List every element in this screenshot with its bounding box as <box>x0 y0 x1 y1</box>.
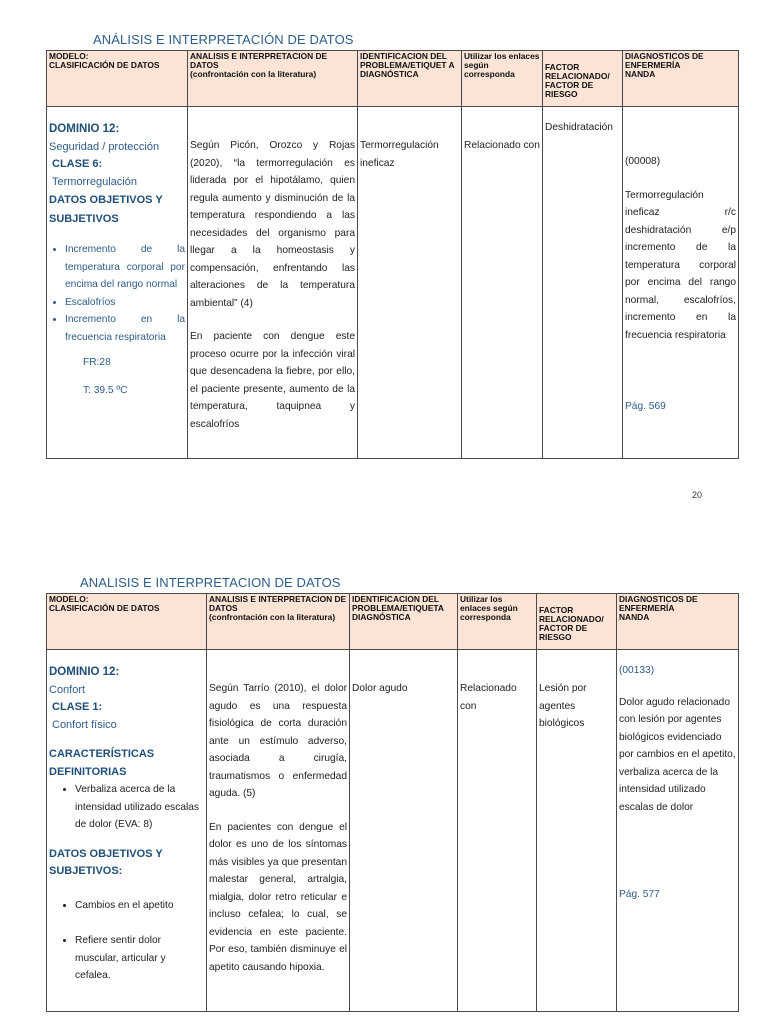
page-number: 20 <box>692 490 703 500</box>
analysis-paragraph: En paciente con dengue este proceso ocurre por la infección viral que desencadena la fiebre, por ello, el paciente presente, aumento de la temperatura, taquipnea y escalofríos <box>190 331 355 430</box>
diagnosis-text: Termorregulación ineficaz r/c deshidratación e/p incremento de la temperatura corporal por encima del rango normal, escalofríos, incremento en la frecuencia respiratoria <box>625 189 736 341</box>
table-header-row <box>47 51 739 107</box>
header-text: FACTOR RELACIONADO/ FACTOR DE RIESGO <box>545 62 610 99</box>
header-diagnosticos <box>617 594 739 650</box>
header-text: DATOS <box>190 60 219 70</box>
header-analisis <box>207 594 350 650</box>
list-item: • Refiere sentir dolor muscular, articular y cefalea. <box>75 932 204 985</box>
list-item: • Cambios en el apetito <box>75 897 204 915</box>
analysis-table-1 <box>46 50 739 459</box>
header-text: FACTOR RELACIONADO/ FACTOR DE RIESGO <box>539 605 604 642</box>
page-ref: Pág. 577 <box>619 889 660 900</box>
header-factor <box>537 594 617 650</box>
header-text: CLASIFICACIÓN DE DATOS <box>49 603 160 613</box>
header-text: DIAGNOSTICOS DE ENFERMERÍA <box>625 51 704 70</box>
nanda-code: (00008) <box>625 156 661 167</box>
cell-clasificacion <box>47 107 188 459</box>
cell-factor: Lesión por agentes biológicos <box>537 650 617 1012</box>
analysis-paragraph: Según Tarrío (2010), el dolor agudo es una respuesta fisiológica de corta duración ante un estímulo adverso, asociada a cirugía, traumatismos o enfermedad aguda. (5) <box>209 683 347 799</box>
header-text: ANALISIS E INTERPRETACION DE <box>190 51 328 61</box>
section-title-2: ANALISIS E INTERPRETACION DE DATOS <box>80 575 341 590</box>
list-item: • Incremento de la temperatura corporal por encima del rango normal <box>65 241 185 294</box>
cell-analisis <box>188 107 358 459</box>
cell-enlaces: Relacionado con <box>458 650 537 1012</box>
header-modelo <box>47 51 188 107</box>
cell-clasificacion <box>47 650 207 1012</box>
datos-heading: DATOS OBJETIVOS Y SUBJETIVOS <box>49 194 163 225</box>
clase-name: Confort físico <box>52 718 117 731</box>
header-enlaces: Utilizar los enlaces según corresponda <box>458 594 537 650</box>
header-text: MODELO: <box>49 51 89 61</box>
cell-factor: Deshidratación <box>543 107 623 459</box>
header-text: ANALISIS E INTERPRETACION DE DATOS <box>209 594 347 613</box>
datos-heading: DATOS OBJETIVOS Y SUBJETIVOS: <box>49 847 163 877</box>
header-enlaces: Utilizar los enlaces según corresponda <box>462 51 543 107</box>
clase-label: CLASE 6: <box>52 158 103 170</box>
header-text: DIAGNOSTICOS DE ENFERMERÍA <box>619 594 698 613</box>
temp-value: T: 39.5 ºC <box>83 384 128 396</box>
cell-diagnostico <box>623 107 739 459</box>
header-text: NANDA <box>625 69 656 79</box>
datos-list <box>49 897 204 985</box>
analysis-table-2 <box>46 593 739 1012</box>
cell-enlaces: Relacionado con <box>462 107 543 459</box>
diagnosis-text: Dolor agudo relacionado con lesión por agentes biológicos evidenciado por cambios en el apetito, verbaliza acerca de la intensidad utilizado escalas de dolor <box>619 696 736 813</box>
cell-problema: Dolor agudo <box>350 650 458 1012</box>
nanda-code: (00133) <box>619 665 655 676</box>
header-identificacion: IDENTIFICACION DEL PROBLEMA/ETIQUET A DIAGNÓSTICA <box>358 51 462 107</box>
section-title-1: ANÁLISIS E INTERPRETACIÓN DE DATOS <box>93 32 354 47</box>
clase-name: Termorregulación <box>52 175 137 188</box>
dominio-name: Seguridad / protección <box>49 140 160 153</box>
header-factor <box>543 51 623 107</box>
cell-analisis <box>207 650 350 1012</box>
list-item: • Incremento en la frecuencia respiratoria <box>65 311 185 346</box>
table-row <box>47 650 739 1012</box>
table-row <box>47 107 739 459</box>
table-header-row <box>47 594 739 650</box>
list-item: • Verbaliza acerca de la intensidad utilizado escalas de dolor (EVA: 8) <box>75 781 204 834</box>
analysis-paragraph: Según Picón, Orozco y Rojas (2020), “la termorregulación es liderada por el hipotálamo, quien regula aumento y disminución de la temperatura respondiendo a las necesidades del organismo para llegar a la homeostasis y compensación, enfrentando las alteraciones de la temperatura ambiental” (4) <box>190 140 355 309</box>
fr-value: FR:28 <box>83 357 111 368</box>
dominio-name: Confort <box>49 683 86 696</box>
header-diagnosticos <box>623 51 739 107</box>
header-modelo <box>47 594 207 650</box>
list-item: • Escalofríos <box>65 294 185 312</box>
caracteristicas-list <box>49 781 204 834</box>
page-ref: Pág. 569 <box>625 401 666 412</box>
header-text: NANDA <box>619 612 650 622</box>
datos-list <box>49 241 185 346</box>
header-text: CLASIFICACIÓN DE DATOS <box>49 60 160 70</box>
cell-problema: Termorregulación ineficaz <box>358 107 462 459</box>
dominio-label: DOMINIO 12: <box>49 123 120 135</box>
caracteristicas-heading: CARACTERÍSTICAS DEFINITORIAS <box>49 748 155 778</box>
analysis-paragraph: En pacientes con dengue el dolor es uno de los síntomas más visibles ya que presentan malestar general, artralgia, mialgia, dolor retro reticular e incluso cefalea; lo cual, se evidencia en este paciente. Por eso, también disminuye el apetito causando hipoxia. <box>209 821 347 973</box>
clase-label: CLASE 1: <box>52 701 103 713</box>
header-text: (confrontación con la literatura) <box>190 69 317 79</box>
cell-diagnostico <box>617 650 739 1012</box>
header-text: (confrontación con la literatura) <box>209 612 336 622</box>
header-analisis <box>188 51 358 107</box>
header-text: MODELO: <box>49 594 89 604</box>
header-identificacion: IDENTIFICACION DEL PROBLEMA/ETIQUETA DIAGNÓSTICA <box>350 594 458 650</box>
dominio-label: DOMINIO 12: <box>49 666 120 678</box>
